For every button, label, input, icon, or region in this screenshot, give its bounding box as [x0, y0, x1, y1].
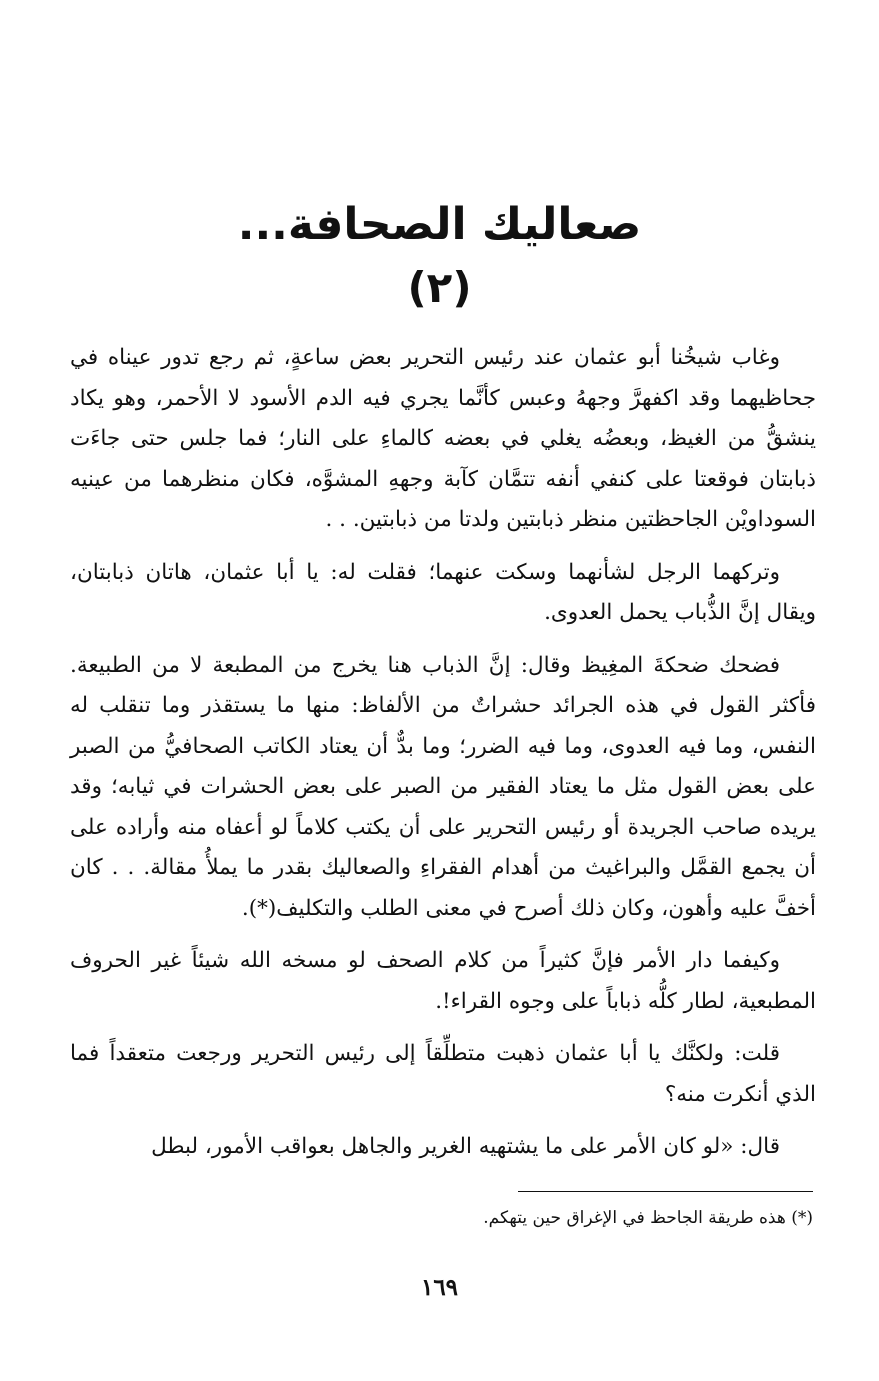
paragraph: قال: «لو كان الأمر على ما يشتهيه الغرير والجاهل بعواقب الأمور، لبطل — [151, 1134, 780, 1159]
chapter-title: صعاليك الصحافة... — [237, 199, 642, 250]
paragraph: وكيفما دار الأمر فإنَّ كثيراً من كلام الصحف لو مسخه الله شيئاً غير الحروف المطبعية، لطار كلُّه ذباباً على وجوه القراء!. — [70, 948, 816, 1014]
paragraph: وتركهما الرجل لشأنهما وسكت عنهما؛ فقلت له: يا أبا عثمان، هاتان ذبابتان، ويقال إنَّ الذُّباب يحمل العدوى. — [70, 559, 816, 625]
paragraph: قلت: ولكنَّك يا أبا عثمان ذهبت متطلِّقاً إلى رئيس التحرير ورجعت متعقداً فما الذي أنكرت منه؟ — [70, 1041, 816, 1107]
page-number: ١٦٩ — [420, 1274, 459, 1301]
footnote: (*) هذه طريقة الجاحظ في الإغراق حين يتهكم. — [483, 1208, 813, 1228]
paragraph: وغاب شيخُنا أبو عثمان عند رئيس التحرير بعض ساعةٍ، ثم رجع تدور عيناه في جحاظيهما وقد اكفهرَّ وجههُ وعبس كأنَّما يجري فيه الدم الأسود لا الأحمر، وهو يكاد ينشقُّ من الغيظ، وبعضُه يغلي في بعضه كالماءِ على النار؛ فما جلس حتى جاءَت ذبابتان فوقعتا على كنفي أنفه تتمَّان كآبة وجههِ المشوَّه، فكان منظرهما من عينيه السوداويْن الجاحظتين منظر ذبابتين ولدتا من ذبابتين. . . — [70, 345, 816, 532]
footnote-divider — [518, 1191, 813, 1192]
paragraph: فضحك ضحكةَ المغِيظ وقال: إنَّ الذباب هنا يخرج من المطبعة لا من الطبيعة. فأكثر القول في هذه الجرائد حشراتٌ من الألفاظ: منها ما يستقذر وما تنقلب له النفس، وما فيه العدوى، وما فيه الضرر؛ وما بدٌّ أن يعتاد الكاتب الصحافيُّ من الصبر على بعض القول مثل ما يعتاد الفقير من الصبر على بعض الحشرات في ثيابه؛ وقد يريده صاحب الجريدة أو رئيس التحرير على أن يكتب كلاماً لو أعفاه منه وأراده على أن يجمع القمَّل والبراغيث من أهدام الفقراءِ والصعاليك بقدر ما يملأُ مقالة. . . كان أخفَّ عليه وأهون، وكان ذلك أصرح في معنى الطلب والتكليف(*). — [70, 652, 816, 921]
chapter-part-number: (٢) — [407, 263, 472, 312]
body-text — [70, 338, 816, 1180]
